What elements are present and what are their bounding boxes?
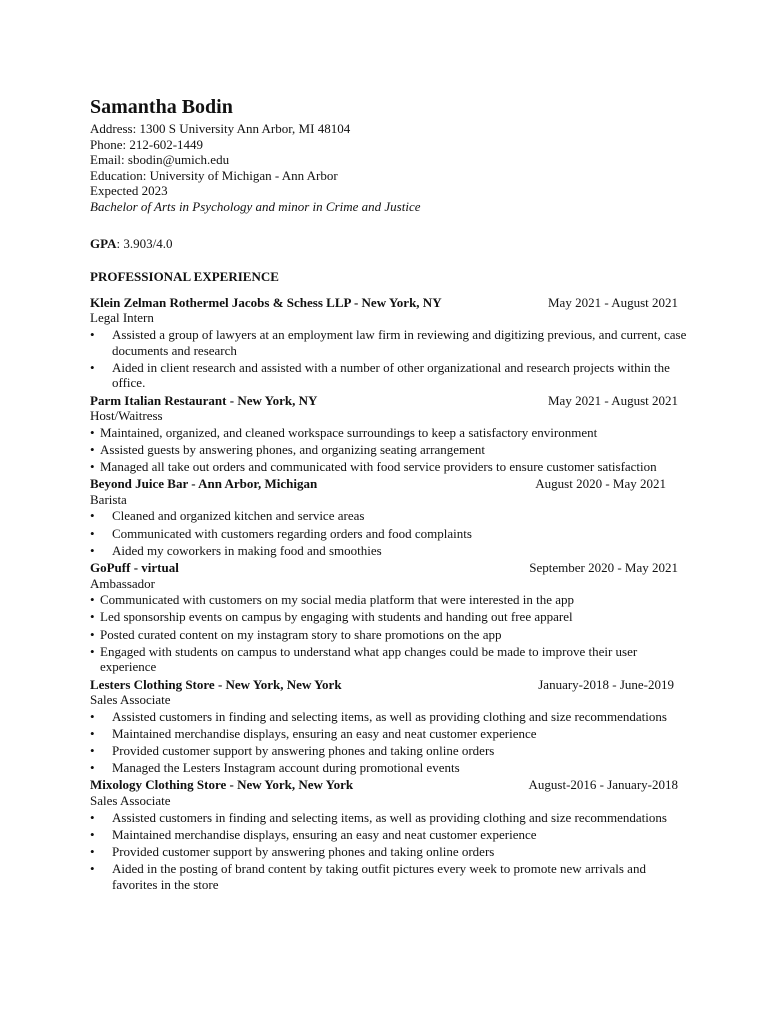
bullet-text: Engaged with students on campus to understand what app changes could be made to improve their user experience xyxy=(100,643,638,675)
bullet-glyph: • xyxy=(90,592,95,608)
bullet-glyph: • xyxy=(90,508,95,524)
job-entry-gopuff xyxy=(90,560,690,675)
candidate-name: Samantha Bodin xyxy=(90,96,233,118)
job-bullets xyxy=(90,508,690,558)
job-entry-klein-zelman xyxy=(90,295,690,391)
list-item xyxy=(90,609,690,625)
job-role: Host/Waitress xyxy=(90,408,163,424)
bullet-text: Maintained merchandise displays, ensuring an easy and neat customer experience xyxy=(112,826,537,842)
list-item xyxy=(90,627,690,643)
degree-line: Bachelor of Arts in Psychology and minor in Crime and Justice xyxy=(90,198,421,214)
employer-name: Beyond Juice Bar - Ann Arbor, Michigan xyxy=(90,476,318,492)
gpa-line xyxy=(90,236,690,252)
employer-name: Mixology Clothing Store - New York, New York xyxy=(90,777,354,793)
list-item xyxy=(90,425,690,441)
phone-line: Phone: 212-602-1449 xyxy=(90,136,204,152)
job-header xyxy=(90,560,678,576)
job-role: Barista xyxy=(90,491,127,507)
bullet-text: Maintained, organized, and cleaned workspace surroundings to keep a satisfactory environment xyxy=(100,424,598,440)
gpa-label: GPA xyxy=(90,235,117,251)
job-entry-mixology xyxy=(90,777,690,892)
bullet-glyph: • xyxy=(90,609,95,625)
list-item xyxy=(90,459,690,475)
job-role: Legal Intern xyxy=(90,310,154,326)
employer-name: Parm Italian Restaurant - New York, NY xyxy=(90,392,318,408)
bullet-glyph: • xyxy=(90,626,95,642)
job-header xyxy=(90,677,674,693)
job-dates: September 2020 - May 2021 xyxy=(529,560,678,575)
job-dates: May 2021 - August 2021 xyxy=(548,294,678,310)
bullet-text: Led sponsorship events on campus by engaging with students and handing out free apparel xyxy=(100,609,573,625)
bullet-text: Provided customer support by answering phones and taking online orders xyxy=(112,743,495,759)
bullet-glyph: • xyxy=(90,525,95,541)
job-dates: January-2018 - June-2019 xyxy=(538,676,674,692)
list-item xyxy=(90,360,690,391)
bullet-text: Assisted guests by answering phones, and organizing seating arrangement xyxy=(100,441,485,457)
list-item xyxy=(90,760,690,776)
job-bullets xyxy=(90,709,690,776)
list-item xyxy=(90,442,690,458)
list-item xyxy=(90,543,690,559)
job-role: Ambassador xyxy=(90,575,155,591)
employer-name: Klein Zelman Rothermel Jacobs & Schess LLP - New York, NY xyxy=(90,294,442,310)
job-header xyxy=(90,295,678,311)
job-entry-lesters xyxy=(90,677,690,776)
list-item xyxy=(90,861,690,892)
expected-line: Expected 2023 xyxy=(90,183,168,199)
list-item xyxy=(90,327,690,358)
job-dates: August-2016 - January-2018 xyxy=(528,777,678,793)
bullet-text: Managed all take out orders and communicated with food service providers to ensure customer satisfaction xyxy=(100,459,657,475)
job-bullets xyxy=(90,810,690,893)
list-item xyxy=(90,743,690,759)
job-header xyxy=(90,476,666,492)
list-item xyxy=(90,709,690,725)
bullet-glyph: • xyxy=(90,844,95,860)
bullet-text: Communicated with customers on my social media platform that were interested in the app xyxy=(100,592,575,608)
bullet-glyph: • xyxy=(90,725,95,741)
bullet-text: Posted curated content on my instagram story to share promotions on the app xyxy=(100,626,502,642)
employer-name: GoPuff - virtual xyxy=(90,560,179,575)
bullet-glyph: • xyxy=(90,861,95,877)
bullet-glyph: • xyxy=(90,743,95,759)
bullet-text: Aided my coworkers in making food and smoothies xyxy=(112,542,382,558)
gpa-value: : 3.903/4.0 xyxy=(116,235,173,251)
bullet-text: Communicated with customers regarding orders and food complaints xyxy=(112,525,472,541)
job-bullets xyxy=(90,592,690,675)
bullet-glyph: • xyxy=(90,542,95,558)
job-header xyxy=(90,777,678,793)
job-header xyxy=(90,393,678,409)
job-entry-beyond-juice xyxy=(90,476,690,558)
list-item xyxy=(90,726,690,742)
bullet-text: Assisted a group of lawyers at an employment law firm in reviewing and digitizing previous, and current, case documents and research xyxy=(112,326,687,358)
resume-page xyxy=(90,95,690,894)
job-role: Sales Associate xyxy=(90,793,171,809)
bullet-glyph: • xyxy=(90,459,95,475)
bullet-text: Managed the Lesters Instagram account during promotional events xyxy=(112,760,460,776)
bullet-glyph: • xyxy=(90,424,95,440)
list-item xyxy=(90,644,690,675)
bullet-glyph: • xyxy=(90,760,95,776)
list-item xyxy=(90,844,690,860)
employer-name: Lesters Clothing Store - New York, New York xyxy=(90,676,342,692)
bullet-glyph: • xyxy=(90,326,95,342)
address-line: Address: 1300 S University Ann Arbor, MI 48104 xyxy=(90,121,351,136)
list-item xyxy=(90,827,690,843)
bullet-text: Assisted customers in finding and selecting items, as well as providing clothing and size recommendations xyxy=(112,708,667,724)
email-line: Email: sbodin@umich.edu xyxy=(90,152,230,168)
job-bullets xyxy=(90,425,690,475)
bullet-glyph: • xyxy=(90,441,95,457)
list-item xyxy=(90,508,690,524)
bullet-glyph: • xyxy=(90,643,95,659)
job-entry-parm xyxy=(90,393,690,475)
bullet-glyph: • xyxy=(90,809,95,825)
job-bullets xyxy=(90,327,690,391)
bullet-text: Assisted customers in finding and selecting items, as well as providing clothing and size recommendations xyxy=(112,809,667,825)
job-dates: May 2021 - August 2021 xyxy=(548,392,678,408)
bullet-text: Aided in client research and assisted with a number of other organizational and research projects within the office. xyxy=(112,359,670,391)
bullet-text: Cleaned and organized kitchen and service areas xyxy=(112,508,365,524)
list-item xyxy=(90,592,690,608)
section-title: PROFESSIONAL EXPERIENCE xyxy=(90,269,279,285)
education-line: Education: University of Michigan - Ann Arbor xyxy=(90,167,338,183)
bullet-glyph: • xyxy=(90,359,95,375)
job-role: Sales Associate xyxy=(90,692,171,708)
list-item xyxy=(90,526,690,542)
bullet-text: Provided customer support by answering phones and taking online orders xyxy=(112,844,495,860)
job-dates: August 2020 - May 2021 xyxy=(535,476,666,492)
bullet-glyph: • xyxy=(90,826,95,842)
list-item xyxy=(90,810,690,826)
bullet-text: Maintained merchandise displays, ensuring an easy and neat customer experience xyxy=(112,725,537,741)
bullet-glyph: • xyxy=(90,708,95,724)
bullet-text: Aided in the posting of brand content by taking outfit pictures every week to promote new arrivals and favorites in the store xyxy=(112,861,646,892)
